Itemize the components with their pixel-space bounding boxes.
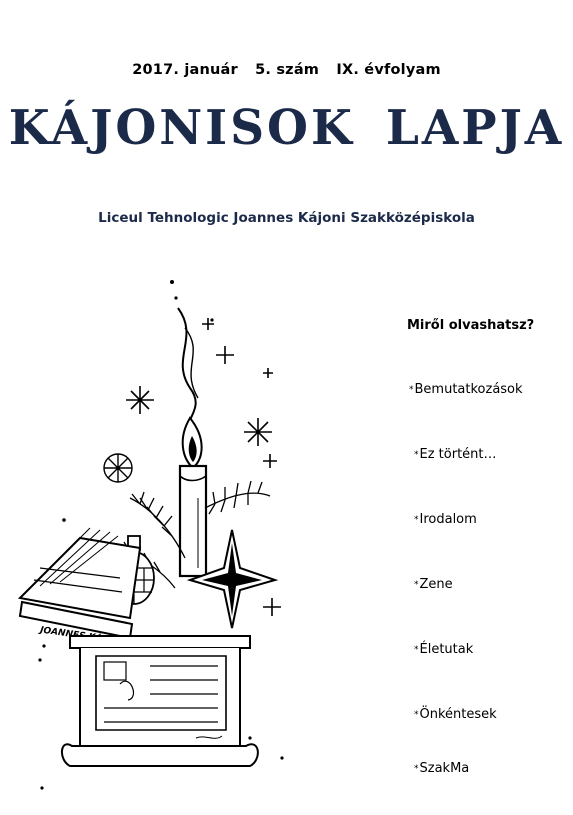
- toc-item-label: Bemutatkozások: [414, 382, 523, 397]
- school-name: Liceul Tehnologic Joannes Kájoni Szakközépiskola: [98, 210, 475, 226]
- snowflake-icon: [104, 454, 132, 482]
- toc-item-label: Irodalom: [419, 512, 477, 527]
- bullet-icon: *: [414, 710, 419, 720]
- bullet-icon: *: [414, 515, 419, 525]
- toc-item-label: Életutak: [419, 642, 474, 657]
- issue-number: 5. szám: [255, 62, 320, 78]
- toc-item-zene[interactable]: [414, 577, 453, 592]
- toc-item-onkentesek[interactable]: [414, 707, 497, 722]
- issue-volume: IX. évfolyam: [336, 62, 441, 78]
- issue-date: 2017. január: [132, 62, 238, 78]
- toc-item-ez-tortent[interactable]: [414, 447, 497, 462]
- toc-item-irodalom[interactable]: [414, 512, 477, 527]
- toc-item-eletutak[interactable]: [414, 642, 473, 657]
- bullet-icon: *: [409, 385, 414, 395]
- bullet-icon: *: [414, 645, 419, 655]
- toc-heading: Miről olvashatsz?: [407, 318, 535, 333]
- toc-item-label: Önkéntesek: [419, 707, 497, 722]
- candle-icon: [180, 466, 206, 576]
- envelope-scroll-icon: [62, 636, 258, 766]
- toc-item-szakma[interactable]: [414, 761, 469, 776]
- book-label: JOANNES: [39, 625, 87, 642]
- toc-item-label: SzakMa: [419, 761, 470, 776]
- masthead-title: KÁJONISOK LAPJA: [8, 100, 565, 156]
- toc-item-label: Zene: [419, 577, 453, 592]
- bullet-icon: *: [414, 580, 419, 590]
- toc-item-bemutatkozasok[interactable]: [409, 382, 523, 397]
- toc-item-label: Ez történt…: [419, 447, 497, 462]
- bullet-icon: *: [414, 764, 419, 774]
- bullet-icon: *: [414, 450, 419, 460]
- issue-info: [0, 62, 573, 78]
- christmas-candle-illustration: [0, 268, 300, 798]
